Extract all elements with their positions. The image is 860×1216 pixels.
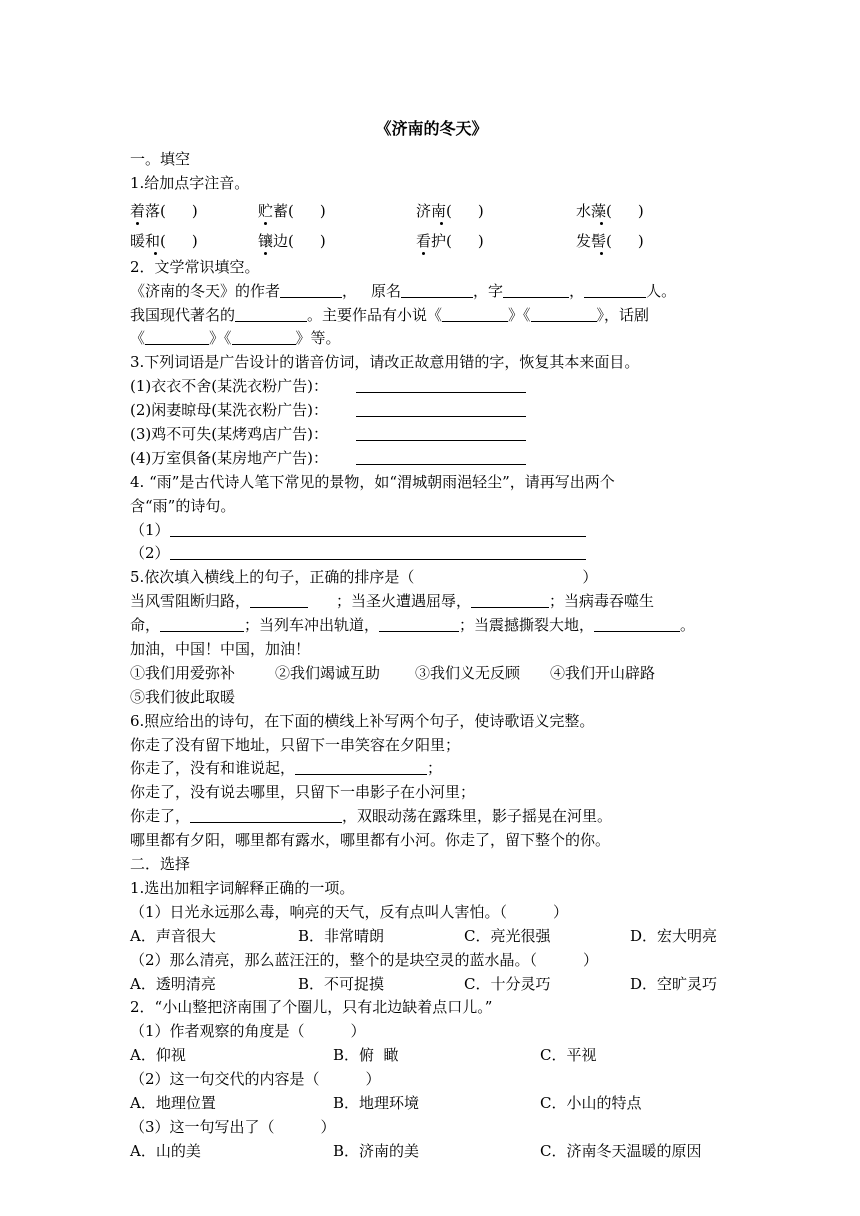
blank[interactable] (584, 280, 646, 298)
q5-line-2: 命， ；当列车冲出轨道， ；当震撼撕裂大地， 。 (130, 616, 696, 635)
blank[interactable] (235, 304, 307, 322)
q4-item: （2） (130, 542, 733, 566)
q6-prompt: 6.照应给出的诗句，在下面的横线上补写两个句子，使诗歌语义完整。 (130, 711, 595, 730)
q5-prompt: 5.依次填入横线上的句子，正确的排序是（ ） (130, 568, 598, 587)
mc1-sub2: （2）那么清亮，那么蓝汪汪的，整个的是块空灵的蓝水晶。（ ） (130, 950, 599, 969)
option-a[interactable]: A．地理位置 (130, 1093, 216, 1112)
option-c[interactable]: C．亮光很强 (464, 926, 551, 945)
blank[interactable] (442, 304, 508, 322)
mc2-sub3: （3）这一句写出了（ ） (130, 1117, 336, 1136)
option-b[interactable]: B．济南的美 (333, 1141, 420, 1160)
option-b[interactable]: B．不可捉摸 (298, 974, 385, 993)
option-c[interactable]: C．小山的特点 (540, 1093, 642, 1112)
option-c[interactable]: C．济南冬天温暖的原因 (540, 1141, 702, 1160)
blank[interactable] (232, 327, 296, 345)
q3-item: (1)衣衣不舍(某洗衣粉广告)： (130, 375, 733, 399)
q3-item: (2)闲妻晾母(某洗衣粉广告)： (130, 399, 733, 423)
option-d[interactable]: D．空旷灵巧 (630, 974, 718, 993)
blank[interactable] (401, 280, 473, 298)
q6-line-5: 哪里都有夕阳，哪里都有露水，哪里都有小河。你走了，留下整个的你。 (130, 831, 611, 850)
section1-heading: 一。填空 (130, 150, 191, 168)
q2-line-2: 我国现代著名的 。主要作品有小说《 》《 》，话剧 (130, 305, 650, 324)
q3-prompt: 3.下列词语是广告设计的谐音仿词，请改正故意用错的字，恢复其本来面目。 (130, 353, 640, 372)
answer-line[interactable] (356, 423, 526, 441)
pinyin-item: 镶边( ) (258, 231, 326, 250)
mc2-sub3-options (130, 1140, 733, 1164)
pinyin-row-1 (130, 196, 733, 226)
pinyin-item: 暖和( ) (130, 231, 198, 250)
mc2-sub1-options (130, 1044, 733, 1068)
answer-line[interactable] (170, 519, 586, 537)
q6-line-2: 你走了，没有和谁说起， ； (130, 759, 443, 778)
blank[interactable] (531, 304, 597, 322)
blank[interactable] (280, 280, 342, 298)
q4-prompt-cont: 含“雨”的诗句。 (130, 496, 236, 515)
answer-line[interactable] (356, 375, 526, 393)
answer-line[interactable] (356, 399, 526, 417)
blank[interactable] (594, 614, 680, 632)
answer-line[interactable] (356, 447, 526, 465)
pinyin-item: 水藻( ) (576, 201, 644, 220)
q2-line-1: 《济南的冬天》的作者 ， 原名 ，字 ， 人。 (130, 281, 677, 300)
pinyin-item: 着落( ) (130, 201, 198, 220)
mc2-sub1: （1）作者观察的角度是（ ） (130, 1022, 366, 1041)
pinyin-item: 贮蓄( ) (258, 201, 326, 220)
mc2-sub2: （2）这一句交代的内容是（ ） (130, 1070, 381, 1089)
option-a[interactable]: A．透明清亮 (130, 974, 216, 993)
worksheet (130, 118, 733, 1164)
option-b[interactable]: B．俯 瞰 (333, 1046, 399, 1065)
blank[interactable] (250, 590, 308, 608)
pinyin-row-2 (130, 226, 733, 256)
mc2-prompt: 2．“小山整把济南围了个圈儿，只有北边缺着点口儿。” (130, 998, 493, 1017)
section2-heading: 二．选择 (130, 855, 191, 874)
q5-options: ①我们用爱弥补 ②我们竭诚互助 ③我们义无反顾 ④我们开山辟路 (130, 663, 656, 682)
mc1-prompt: 1.选出加粗字词解释正确的一项。 (130, 878, 355, 897)
option-d[interactable]: D．宏大明亮 (630, 926, 718, 945)
blank[interactable] (379, 614, 459, 632)
mc2-sub2-options (130, 1092, 733, 1116)
mc1-sub1-options (130, 925, 733, 949)
q6-line-3: 你走了，没有说去哪里，只留下一串影子在小河里； (130, 783, 476, 802)
q5-line-1: 当风雪阻断归路， ；当圣火遭遇屈辱， ；当病毒吞噬生 (130, 592, 655, 611)
q4-item: （1） (130, 519, 733, 543)
option-a[interactable]: A．仰视 (130, 1046, 186, 1065)
option-b[interactable]: B．地理环境 (333, 1093, 420, 1112)
pinyin-item: 看护( ) (416, 231, 484, 250)
q5-options-cont: ⑤我们彼此取暖 (130, 687, 236, 706)
q2-line-3: 《 》《 》等。 (130, 329, 341, 348)
option-a[interactable]: A．山的美 (130, 1141, 201, 1160)
blank[interactable] (190, 805, 342, 823)
answer-line[interactable] (170, 542, 586, 560)
option-c[interactable]: C．平视 (540, 1046, 597, 1065)
pinyin-item: 济南( ) (416, 201, 484, 220)
option-c[interactable]: C．十分灵巧 (464, 974, 551, 993)
option-b[interactable]: B．非常晴朗 (298, 926, 385, 945)
blank[interactable] (145, 327, 209, 345)
blank[interactable] (503, 280, 569, 298)
q6-line-1: 你走了没有留下地址，只留下一串笑容在夕阳里； (130, 735, 461, 754)
option-a[interactable]: A．声音很大 (130, 926, 216, 945)
mc1-sub1: （1）日光永远那么毒，响亮的天气，反有点叫人害怕。（ ） (130, 902, 569, 921)
pinyin-item: 发髻( ) (576, 231, 644, 250)
q3-item: (4)万室俱备(某房地产广告)： (130, 447, 733, 471)
mc1-sub2-options (130, 973, 733, 997)
blank[interactable] (160, 614, 244, 632)
page-title: 《济南的冬天》 (375, 119, 488, 138)
blank[interactable] (471, 590, 549, 608)
q5-line-3: 加油，中国！中国，加油！ (130, 640, 311, 659)
q1-prompt: 1.给加点字注音。 (130, 173, 250, 192)
q6-line-4: 你走了， ，双眼动荡在露珠里，影子摇晃在河里。 (130, 807, 613, 826)
q2-prompt: 2．文学常识填空。 (130, 257, 260, 276)
q4-prompt: 4. “雨”是古代诗人笔下常见的景物，如“渭城朝雨浥轻尘”，请再写出两个 (130, 472, 615, 491)
q3-item: (3)鸡不可失(某烤鸡店广告)： (130, 423, 733, 447)
blank[interactable] (295, 757, 427, 775)
